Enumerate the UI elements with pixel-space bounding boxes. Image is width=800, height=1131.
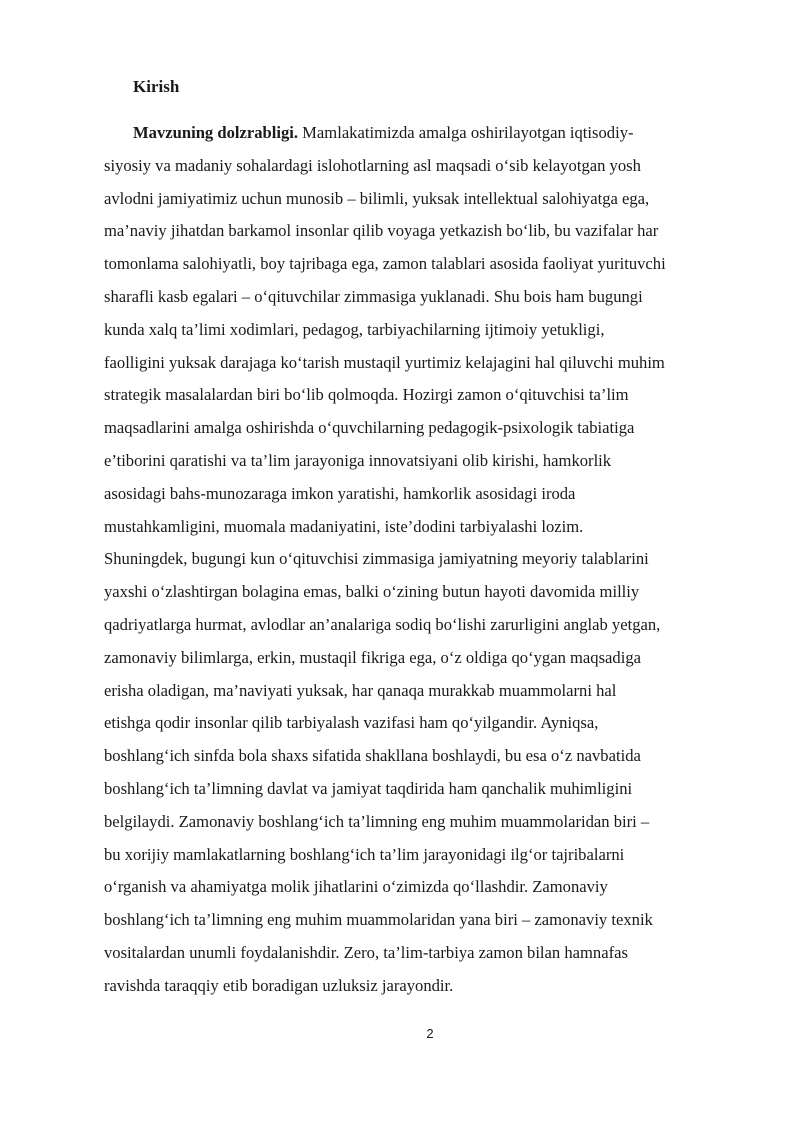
page-number: 2 [426,1026,434,1041]
paragraph-line: asosidagi bahs-munozaraga imkon yaratishi, hamkorlik asosidagi iroda [104,483,576,503]
section-heading: Kirish [133,77,180,96]
paragraph-line: mustahkamligini, muomala madaniyatini, iste’dodini tarbiyalashi lozim. [104,516,584,536]
paragraph-line: kunda xalq ta’limi xodimlari, pedagog, tarbiyachilarning ijtimoiy yetukligi, [104,319,605,339]
paragraph-line: sharafli kasb egalari – o‘qituvchilar zimmasiga yuklanadi. Shu bois ham bugungi [104,286,643,306]
paragraph-line: strategik masalalardan biri bo‘lib qolmoqda. Hozirgi zamon o‘qituvchisi ta’lim [104,385,629,405]
paragraph-line: erisha oladigan, ma’naviyati yuksak, har qanaqa murakkab muammolarni hal [104,680,617,700]
paragraph-line: bu xorijiy mamlakatlarning boshlang‘ich ta’lim jarayonidagi ilg‘or tajribalarni [104,844,625,864]
paragraph-line: Shuningdek, bugungi kun o‘qituvchisi zimmasiga jamiyatning meyoriy talablarini [104,549,649,569]
paragraph-line: o‘rganish va ahamiyatga molik jihatlarini o‘zimizda qo‘llashdir. Zamonaviy [104,877,608,897]
paragraph-line: belgilaydi. Zamonaviy boshlang‘ich ta’limning eng muhim muammolaridan biri – [104,811,650,831]
paragraph-line: vositalardan unumli foydalanishdir. Zero, ta’lim-tarbiya zamon bilan hamnafas [104,942,628,962]
paragraph-line: maqsadlarini amalga oshirishda o‘quvchilarning pedagogik-psixologik tabiatiga [104,418,635,438]
paragraph-line: avlodni jamiyatimiz uchun munosib – bilimli, yuksak intellektual salohiyatga ega, [104,188,650,208]
paragraph-line: etishga qodir insonlar qilib tarbiyalash vazifasi ham qo‘yilgandir. Ayniqsa, [104,713,599,733]
paragraph-line: ma’naviy jihatdan barkamol insonlar qilib voyaga yetkazish bo‘lib, bu vazifalar har [104,221,659,241]
paragraph-line [104,117,740,150]
paragraph-line: siyosiy va madaniy sohalardagi islohotlarning asl maqsadi o‘sib kelayotgan yosh [104,155,641,175]
paragraph-line: boshlang‘ich ta’limning davlat va jamiyat taqdirida ham qanchalik muhimligini [104,778,633,798]
paragraph-line: faolligini yuksak darajaga ko‘tarish mustaqil yurtimiz kelajagini hal qiluvchi muhim [104,352,665,372]
paragraph-line: boshlang‘ich sinfda bola shaxs sifatida shakllana boshlaydi, bu esa o‘z navbatida [104,746,641,766]
paragraph-line: ravishda taraqqiy etib boradigan uzluksiz jarayondir. [104,975,454,995]
paragraph-line: qadriyatlarga hurmat, avlodlar an’analariga sodiq bo‘lishi zarurligini anglab yetgan, [104,614,661,634]
body-paragraph [104,117,740,1003]
paragraph-line: boshlang‘ich ta’limning eng muhim muammolaridan yana biri – zamonaviy texnik [104,910,653,930]
paragraph-line: e’tiborini qaratishi va ta’lim jarayoniga innovatsiyani olib kirishi, hamkorlik [104,450,612,470]
paragraph-lead: Mavzuning dolzrabligi. [133,123,299,142]
paragraph-line: yaxshi o‘zlashtirgan bolagina emas, balki o‘zining butun hayoti davomida milliy [104,582,640,602]
paragraph-line: tomonlama salohiyatli, boy tajribaga ega, zamon talablari asosida faoliyat yurituvchi [104,254,666,274]
paragraph-line-text: Mamlakatimizda amalga oshirilayotgan iqtisodiy- [298,123,634,142]
paragraph-line: zamonaviy bilimlarga, erkin, mustaqil fikriga ega, o‘z oldiga qo‘ygan maqsadiga [104,647,641,667]
